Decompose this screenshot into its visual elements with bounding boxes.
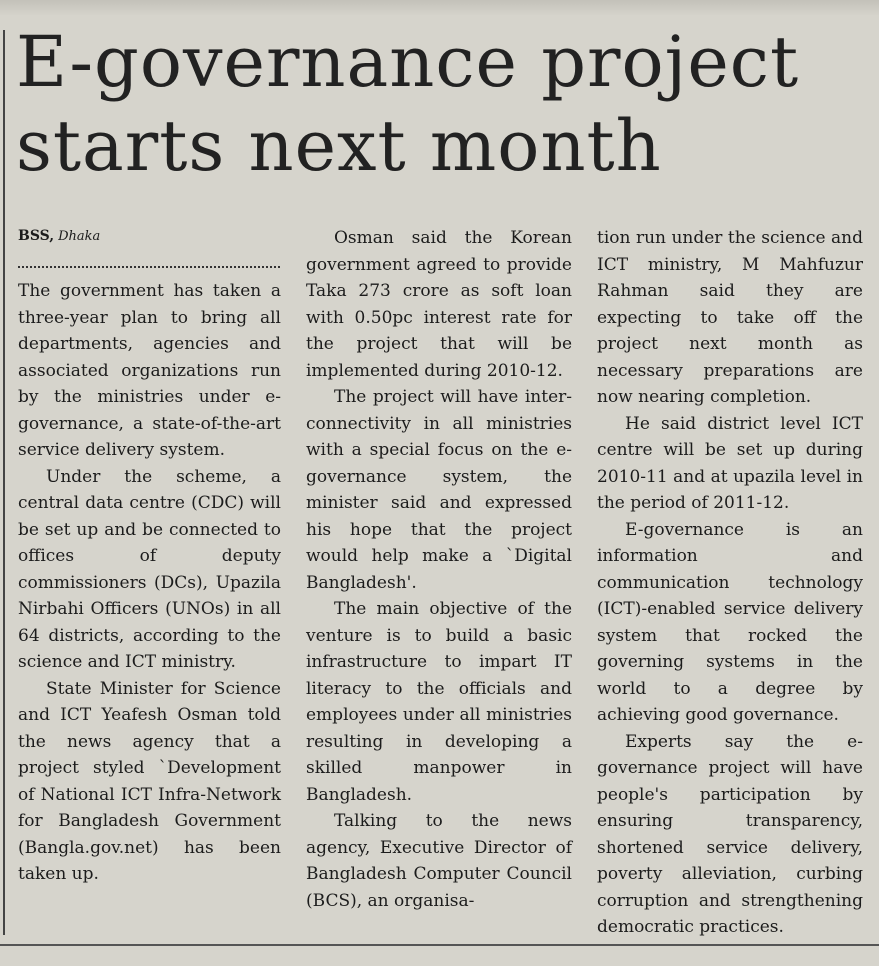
headline-line-2: starts next month <box>16 105 662 187</box>
paragraph: State Minister for Science and ICT Yeafesh Osman told the news agency that a project styled `Development of National ICT Infra-Network for Bangladesh Government (Bangla.gov.net) has been taken up. <box>18 678 281 884</box>
column-1 <box>18 278 281 888</box>
bottom-rule <box>0 944 879 946</box>
column-3 <box>597 225 863 941</box>
previous-article-edge <box>0 0 879 16</box>
byline-city: Dhaka <box>58 229 101 244</box>
paragraph: The project will have inter-connectivity in all ministries with a special focus on the e-governance system, the minister said and expressed his hope that the project would help make a `Digital Bangladesh'. <box>306 387 572 593</box>
column-2 <box>306 225 572 914</box>
paragraph: The main objective of the venture is to build a basic infrastructure to impart IT literacy to the officials and employees under all ministries resulting in developing a skilled manpower in Bangladesh. <box>306 599 572 805</box>
paragraph: He said district level ICT centre will be set up during 2010-11 and at upazila level in the period of 2011-12. <box>597 413 863 513</box>
byline <box>18 228 100 244</box>
headline-line-1: E-governance project <box>16 21 800 103</box>
paragraph: E-governance is an information and communication technology (ICT)-enabled service delivery system that rocked the governing systems in the world to a degree by achieving good governance. <box>597 519 863 725</box>
byline-divider <box>18 266 280 268</box>
paragraph: Under the scheme, a central data centre (CDC) will be set up and be connected to offices of deputy commissioners (DCs), Upazila Nirbahi Officers (UNOs) in all 64 districts, according to the science and ICT ministry. <box>18 466 281 672</box>
column-rule <box>3 30 5 935</box>
paragraph: Experts say the e-governance project will have people's participation by ensuring transparency, shortened service delivery, poverty alleviation, curbing corruption and strengthening democratic practices. <box>597 731 863 937</box>
paragraph: tion run under the science and ICT ministry, M Mahfuzur Rahman said they are expecting to take off the project next month as necessary preparations are now nearing completion. <box>597 228 863 407</box>
paragraph: Talking to the news agency, Executive Director of Bangladesh Computer Council (BCS), an organisa- <box>306 811 572 911</box>
paragraph: Osman said the Korean government agreed to provide Taka 273 crore as soft loan with 0.50pc interest rate for the project that will be implemented during 2010-12. <box>306 228 572 381</box>
headline <box>16 20 866 188</box>
byline-agency: BSS, <box>18 228 55 244</box>
paragraph: The government has taken a three-year plan to bring all departments, agencies and associated organizations run by the ministries under e-governance, a state-of-the-art service delivery system. <box>18 281 281 460</box>
